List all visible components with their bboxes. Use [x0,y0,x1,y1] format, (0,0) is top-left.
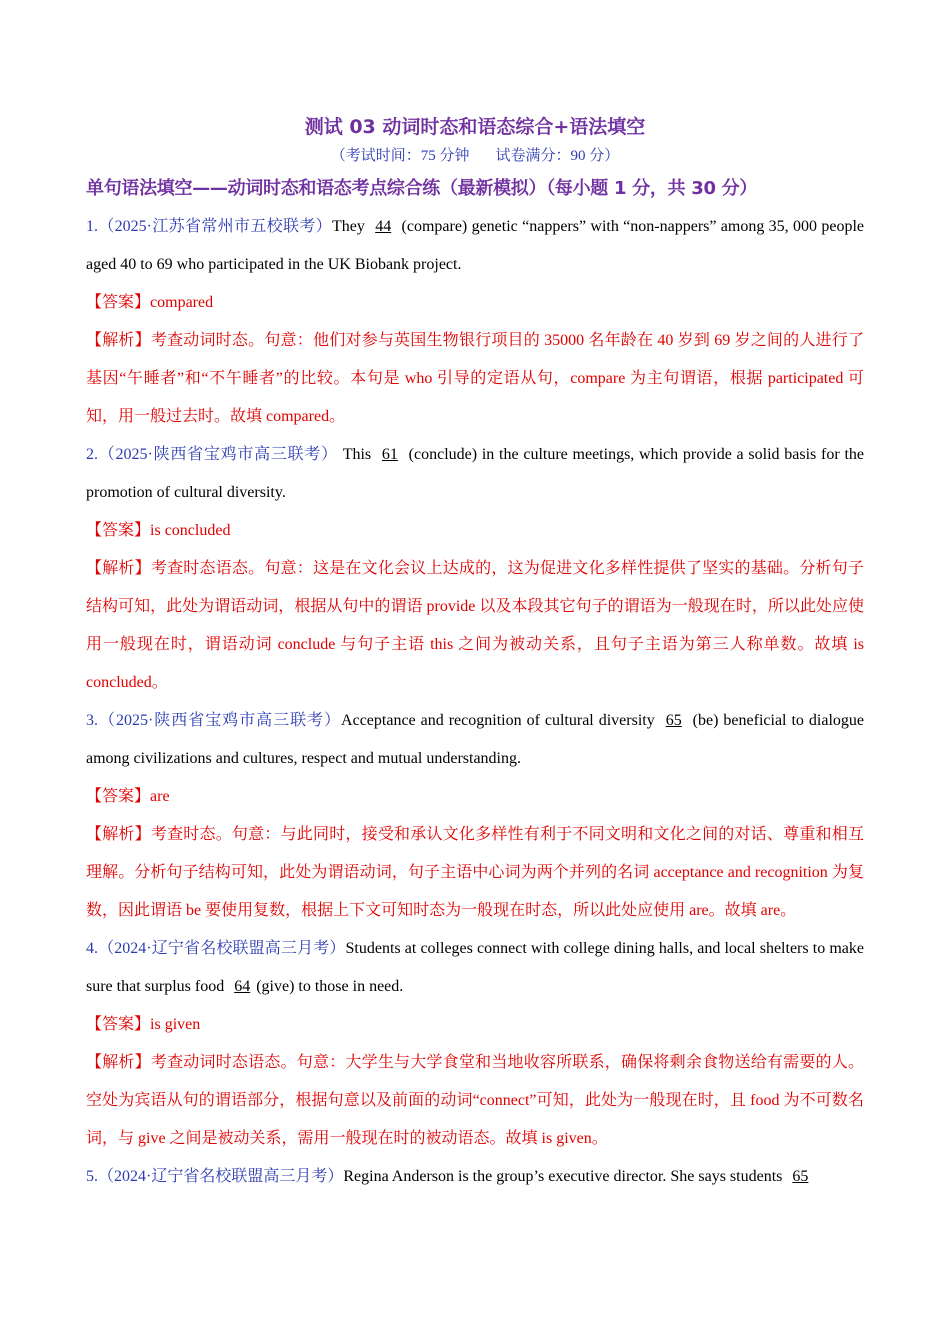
analysis-text: 考查动词时态。句意：他们对参与英国生物银行项目的 35000 名年龄在 40 岁到 69 岁之间的人进行了基因“午睡者”和“不午睡者”的比较。本句是 who 引导的定语从句，compare 为主句谓语，根据 participated 可知，用一般过去时。故填 compared。 [86,332,864,425]
analysis-text: 考查时态。句意：与此同时，接受和承认文化多样性有利于不同文明和文化之间的对话、尊重和相互理解。分析句子结构可知，此处为谓语动词，句子主语中心词为两个并列的名词 acceptance and recognition 为复数，因此谓语 be 要使用复数，根据上下文可知时态为一般现在时态，所以此处应使用 are。故填 are。 [86,826,864,919]
answer-value: is concluded [150,522,231,539]
analysis-text: 考查时态语态。句意：这是在文化会议上达成的，这为促进文化多样性提供了坚实的基础。分析句子结构可知，此处为谓语动词，根据从句中的谓语 provide 以及本段其它句子的谓语为一般现在时，所以此处应使用一般现在时，谓语动词 conclude 与句子主语 this 之间为被动关系，且句子主语为第三人称单数。故填 is concluded。 [86,560,864,691]
question-number: 5. [86,1168,98,1185]
question-text-before: They [331,218,370,235]
question-source: （2025·陕西省宝鸡市高三联考） [98,446,338,463]
question-text-after: (compare) genetic “nappers” with “non-nappers” among 35, 000 people aged 40 to 69 who participated in the UK Biobank project. [86,218,864,273]
question-source: （2024·辽宁省名校联盟高三月考） [98,940,346,957]
answer-label: 【答案】 [86,294,151,311]
analysis-label: 【解析】 [86,560,151,577]
question-2 [86,436,864,512]
analysis-label: 【解析】 [86,332,151,349]
question-source: （2025·陕西省宝鸡市高三联考） [98,712,342,729]
answer-value: compared [150,294,214,311]
question-text-after: (be) beneficial to dialogue among civilizations and cultures, respect and mutual understanding. [86,712,864,767]
question-number: 1. [86,218,98,235]
answer-label: 【答案】 [86,1016,151,1033]
question-1 [86,208,864,284]
page-title: 测试 03 动词时态和语态综合+语法填空 [304,116,646,138]
analysis-text: 考查动词时态语态。句意：大学生与大学食堂和当地收容所联系，确保将剩余食物送给有需要的人。空处为宾语从句的谓语部分，根据句意以及前面的动词“connect”可知，此处为一般现在时，且 food 为不可数名词，与 give 之间是被动关系，需用一般现在时的被动语态。故填 is given。 [86,1054,864,1147]
question-blank: 61 [381,446,398,463]
exam-score: 试卷满分：90 分） [495,148,620,164]
question-blank: 65 [665,712,682,729]
answer-2 [86,512,864,550]
question-text-before: Students at colleges connect with college dining halls, and local shelters to make sure that surplus food [86,940,864,995]
exam-time: （考试时间：75 分钟 [330,148,470,164]
answer-label: 【答案】 [86,522,151,539]
analysis-2 [86,550,864,702]
question-number: 2. [86,446,98,463]
question-text-before: Acceptance and recognition of cultural diversity [341,712,660,729]
answer-value: is given [150,1016,201,1033]
question-text-after: (conclude) in the culture meetings, which provide a solid basis for the promotion of cultural diversity. [86,446,864,501]
question-text-after: (give) to those in need. [256,978,404,995]
question-3 [86,702,864,778]
answer-value: are [150,788,170,805]
analysis-label: 【解析】 [86,1054,151,1071]
exam-info [86,142,864,170]
question-blank: 64 [234,978,251,995]
analysis-label: 【解析】 [86,826,151,843]
answer-1 [86,284,864,322]
analysis-3 [86,816,864,930]
question-blank: 65 [792,1168,809,1185]
answer-4 [86,1006,864,1044]
section-heading: 单句语法填空——动词时态和语态考点综合练（最新模拟）（每小题 1 分，共 30 分） [86,178,758,199]
document-page [86,112,864,1196]
question-blank: 44 [375,218,392,235]
question-text-before: This [337,446,376,463]
question-source: （2025·江苏省常州市五校联考） [98,218,332,235]
analysis-4 [86,1044,864,1158]
question-number: 3. [86,712,98,729]
question-number: 4. [86,940,98,957]
question-4 [86,930,864,1006]
question-source: （2024·辽宁省名校联盟高三月考） [98,1168,344,1185]
question-5 [86,1158,864,1196]
analysis-1 [86,322,864,436]
question-text-before: Regina Anderson is the group’s executive director. She says students [343,1168,787,1185]
answer-3 [86,778,864,816]
answer-label: 【答案】 [86,788,151,805]
